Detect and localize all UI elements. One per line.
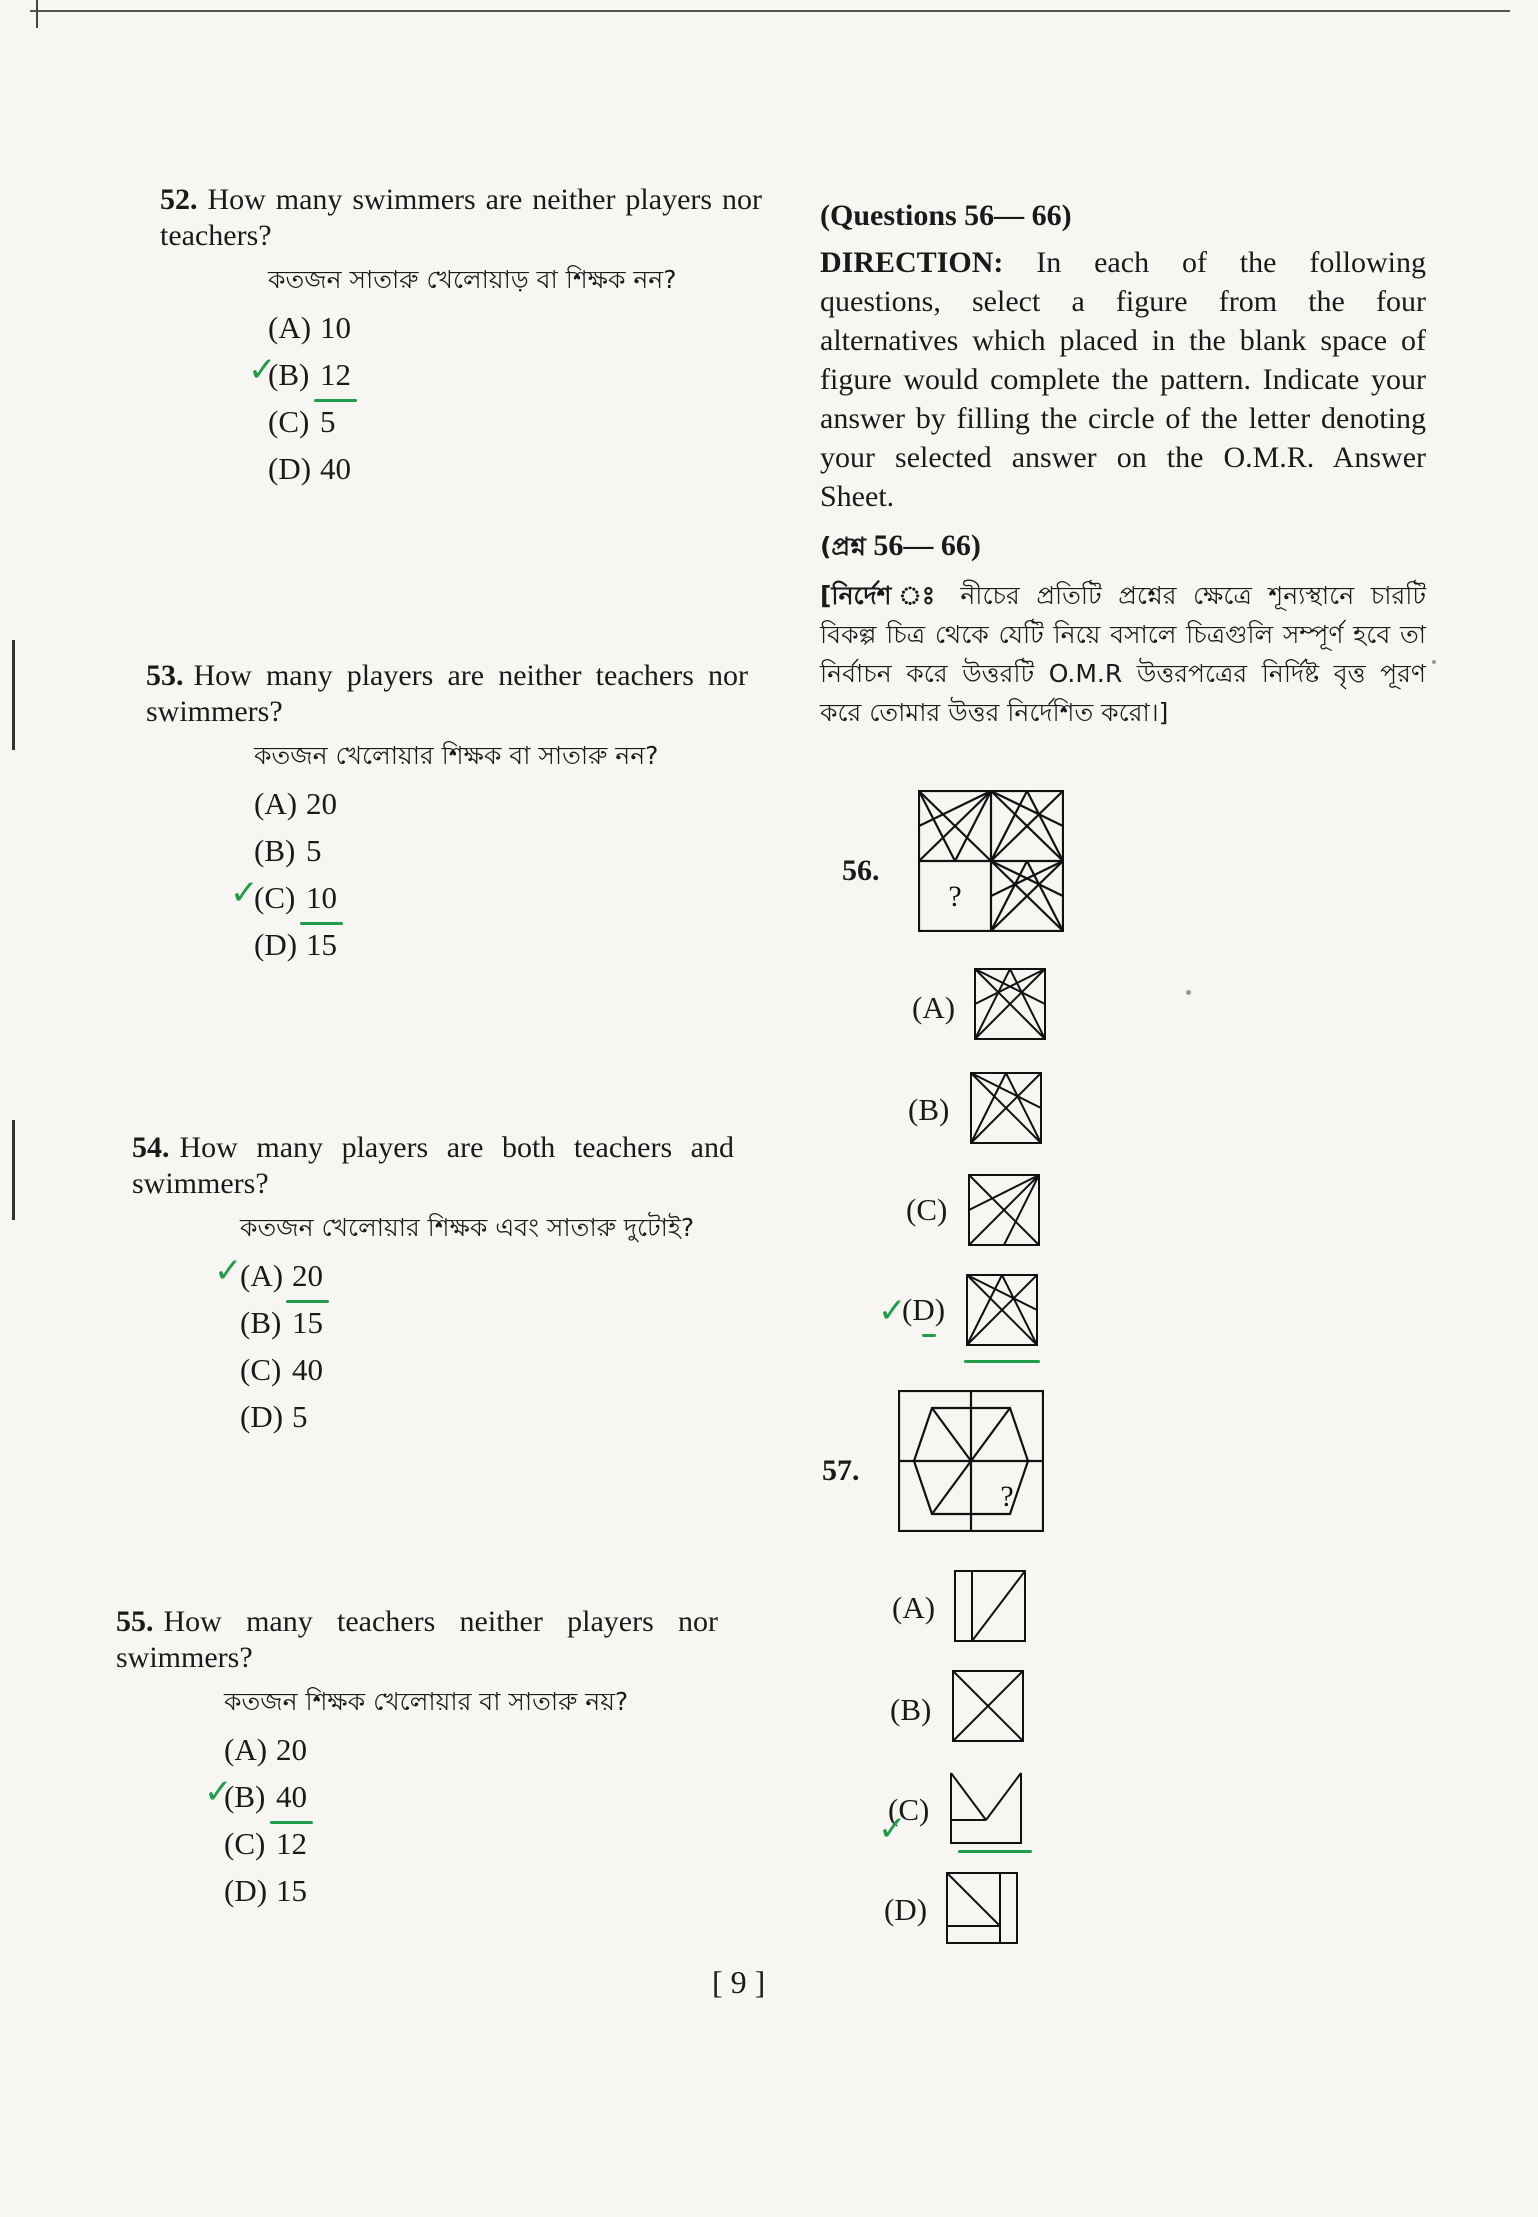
question-54	[132, 1130, 734, 1440]
option-a[interactable]: (A) 20	[224, 1732, 307, 1767]
check-mark-icon: ✓	[204, 1772, 233, 1812]
figure-option-b[interactable]	[970, 1072, 1042, 1144]
option-c[interactable]: ✓ (C) 10	[254, 874, 748, 921]
top-corner-tick	[36, 0, 38, 28]
figure-option-a-label[interactable]: (A)	[912, 990, 956, 1025]
option-c[interactable]: (C) 40	[240, 1352, 323, 1387]
figure-option-d-label[interactable]: (D)	[884, 1892, 928, 1927]
option-b[interactable]: (B) 15	[240, 1305, 323, 1340]
question-57-pattern-figure	[898, 1390, 1044, 1532]
bengali-range-heading: (প্রশ্ন 56— 66)	[820, 529, 981, 562]
figure-placeholder: ?	[948, 880, 962, 913]
option-b[interactable]: (B) 5	[254, 833, 322, 868]
figure-option-c-label[interactable]: (C)	[906, 1192, 948, 1227]
page-number: [ 9 ]	[712, 1964, 766, 2000]
figure-option-a[interactable]	[954, 1570, 1026, 1642]
answer-underline	[922, 1334, 936, 1337]
question-55	[116, 1604, 718, 1914]
check-mark-icon: ✓	[878, 1809, 907, 1849]
question-stem	[132, 1130, 734, 1202]
question-number: 55.	[116, 1605, 154, 1638]
check-mark-icon: ✓	[248, 350, 277, 390]
answer-underline	[964, 1360, 1040, 1363]
question-text: How many teachers neither players nor swimmers?	[116, 1605, 718, 1674]
check-mark-icon: ✓	[214, 1251, 243, 1291]
top-border-line	[30, 10, 1510, 12]
question-52	[160, 182, 762, 492]
question-bengali-text: কতজন শিক্ষক খেলোয়ার বা সাতারু নয়?	[224, 1687, 629, 1716]
scan-speck	[1432, 660, 1436, 664]
bengali-direction-paragraph: [নির্দেশ ঃ নীচের প্রতিটি প্রশ্নের ক্ষেত্রে শূন্যস্থানে চারটি বিকল্প চিত্র থেকে যেটি নিয়ে বসালে চিত্রগুলি সম্পূর্ণ হবে তা নির্বাচন করে উত্তরটি O.M.R উত্তরপত্রের নির্দিষ্ট বৃত্ত পূরণ করে তোমার উত্তর নির্দেশিত করো।]	[820, 581, 1426, 727]
option-b[interactable]: ✓ (B) 40	[224, 1773, 718, 1820]
question-stem	[146, 658, 748, 730]
section-range-heading: (Questions 56— 66)	[820, 199, 1072, 232]
question-text: How many players are neither teachers nor swimmers?	[146, 659, 748, 728]
option-d[interactable]: (D) 15	[254, 927, 337, 962]
check-mark-icon: ✓	[230, 873, 259, 913]
question-56-pattern-figure	[918, 790, 1064, 932]
directions-block	[820, 196, 1426, 732]
figure-option-d[interactable]	[966, 1274, 1038, 1346]
binding-mark	[12, 1120, 15, 1220]
option-a[interactable]: ✓ (A) 20	[240, 1252, 734, 1299]
direction-label: DIRECTION:	[820, 246, 1004, 279]
option-a[interactable]: (A) 10	[268, 310, 351, 345]
option-c[interactable]: (C) 5	[268, 404, 336, 439]
question-stem	[116, 1604, 718, 1676]
option-a[interactable]: (A) 20	[254, 786, 337, 821]
question-number: 52.	[160, 183, 198, 216]
option-c[interactable]: (C) 12	[224, 1826, 307, 1861]
direction-paragraph	[820, 243, 1426, 516]
figure-question-number: 56.	[842, 854, 880, 887]
question-bengali-text: কতজন খেলোয়ার শিক্ষক এবং সাতারু দুটোই?	[240, 1213, 695, 1242]
direction-text: In each of the following questions, select a figure from the four alternatives which placed in the blank space of figure would complete the pattern. Indicate your answer by filling the circle of the letter denoting your selected answer on the O.M.R. Answer Sheet.	[820, 246, 1426, 513]
answer-underline	[958, 1850, 1032, 1853]
figure-option-b[interactable]	[952, 1670, 1024, 1742]
option-d[interactable]: (D) 40	[268, 451, 351, 486]
question-text: How many swimmers are neither players nor teachers?	[160, 183, 762, 252]
figure-option-b-label[interactable]: (B)	[890, 1692, 932, 1727]
figure-placeholder: ?	[1000, 1480, 1014, 1513]
question-stem	[160, 182, 762, 254]
figure-option-c[interactable]	[968, 1174, 1040, 1246]
figure-option-c[interactable]	[950, 1772, 1022, 1844]
figure-option-b-label[interactable]: (B)	[908, 1092, 950, 1127]
option-d[interactable]: (D) 15	[224, 1873, 307, 1908]
question-number: 54.	[132, 1131, 170, 1164]
question-bengali-text: কতজন সাতারু খেলোয়াড় বা শিক্ষক নন?	[268, 265, 677, 294]
scan-speck	[1186, 990, 1191, 995]
question-bengali-text: কতজন খেলোয়ার শিক্ষক বা সাতারু নন?	[254, 741, 659, 770]
figure-option-d-label[interactable]: (D)	[902, 1292, 946, 1327]
question-53	[146, 658, 748, 968]
figure-option-a[interactable]	[974, 968, 1046, 1040]
figure-question-number: 57.	[822, 1454, 860, 1487]
check-mark-icon: ✓	[878, 1291, 907, 1331]
question-text: How many players are both teachers and swimmers?	[132, 1131, 734, 1200]
option-b[interactable]: ✓ (B) 12	[268, 351, 762, 398]
option-d[interactable]: (D) 5	[240, 1399, 308, 1434]
binding-mark	[12, 640, 15, 750]
figure-option-c-label[interactable]: (C)	[888, 1792, 930, 1827]
figure-option-a-label[interactable]: (A)	[892, 1590, 936, 1625]
question-number: 53.	[146, 659, 184, 692]
figure-option-d[interactable]	[946, 1872, 1018, 1944]
